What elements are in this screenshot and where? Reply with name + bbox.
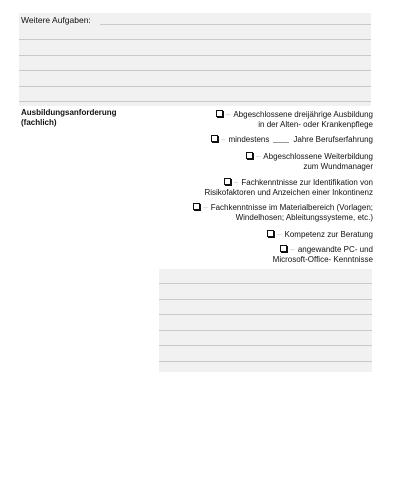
weitere-aufgaben-rule: [19, 39, 371, 40]
checkbox-risikofaktoren[interactable]: [224, 178, 231, 185]
checkbox-berufserfahrung[interactable]: [211, 135, 218, 142]
option-label: zum Wundmanager: [303, 161, 373, 171]
option-label: Kompetenz zur Beratung: [284, 230, 373, 239]
option-label: in der Alten- oder Krankenpflege: [258, 119, 373, 129]
option-label: Windelhosen; Ableitungssysteme, etc.): [235, 212, 373, 222]
weitere-aufgaben-field[interactable]: [19, 13, 371, 106]
years-blank-field[interactable]: [273, 142, 289, 143]
checkbox-dash: –: [255, 152, 261, 161]
option-dreijaehrige-ausbildung: [216, 110, 373, 129]
freitext-rule: [159, 299, 372, 300]
checkbox-beratung[interactable]: [267, 230, 274, 237]
freitext-rule: [159, 361, 372, 362]
checkbox-dash: –: [203, 203, 208, 212]
weitere-aufgaben-rule: [19, 55, 371, 56]
option-berufserfahrung: [211, 135, 373, 145]
checkbox-materialbereich[interactable]: [193, 203, 200, 210]
option-risikofaktoren: [204, 178, 373, 197]
freitext-rule: [159, 345, 372, 346]
option-wundmanager: [246, 152, 373, 171]
option-label: Fachkenntnisse im Materialbereich (Vorlagen;: [210, 203, 373, 212]
ausbildungsanforderung-label: [21, 108, 117, 128]
checkbox-dreijaehrige-ausbildung[interactable]: [216, 110, 223, 117]
ausbildung-freitext-field[interactable]: [159, 269, 372, 372]
ausbildungsanforderung-label-line1: Ausbildungsanforderung: [21, 108, 117, 117]
ausbildungsanforderung-label-line2: (fachlich): [21, 118, 57, 127]
freitext-rule: [159, 283, 372, 284]
checkbox-dash: –: [221, 135, 226, 144]
weitere-aufgaben-rule: [100, 24, 371, 25]
option-label: Microsoft-Office- Kenntnisse: [272, 254, 373, 264]
checkbox-pc-office[interactable]: [280, 245, 287, 252]
option-label: Jahre Berufserfahrung: [293, 135, 373, 144]
option-label: Abgeschlossene Weiterbildung: [263, 152, 373, 161]
freitext-rule: [159, 330, 372, 331]
option-label: mindestens: [228, 135, 270, 144]
option-label: Risikofaktoren und Anzeichen einer Inkontinenz: [204, 187, 373, 197]
option-label: Abgeschlossene dreijährige Ausbildung: [233, 110, 373, 119]
weitere-aufgaben-label: Weitere Aufgaben:: [21, 15, 91, 25]
weitere-aufgaben-rule: [19, 70, 371, 71]
checkbox-dash: –: [233, 178, 239, 187]
checkbox-dash: –: [277, 230, 282, 239]
checkbox-dash: –: [225, 110, 231, 119]
checkbox-wundmanager[interactable]: [246, 152, 253, 159]
option-label: Fachkenntnisse zur Identifikation von: [241, 178, 373, 187]
weitere-aufgaben-rule: [19, 86, 371, 87]
freitext-rule: [159, 314, 372, 315]
option-pc-office: [273, 245, 373, 264]
checkbox-dash: –: [290, 245, 295, 254]
weitere-aufgaben-rule: [19, 101, 371, 102]
option-label: angewandte PC- und: [297, 245, 373, 254]
option-materialbereich: [193, 203, 373, 222]
option-beratung: [267, 230, 373, 240]
